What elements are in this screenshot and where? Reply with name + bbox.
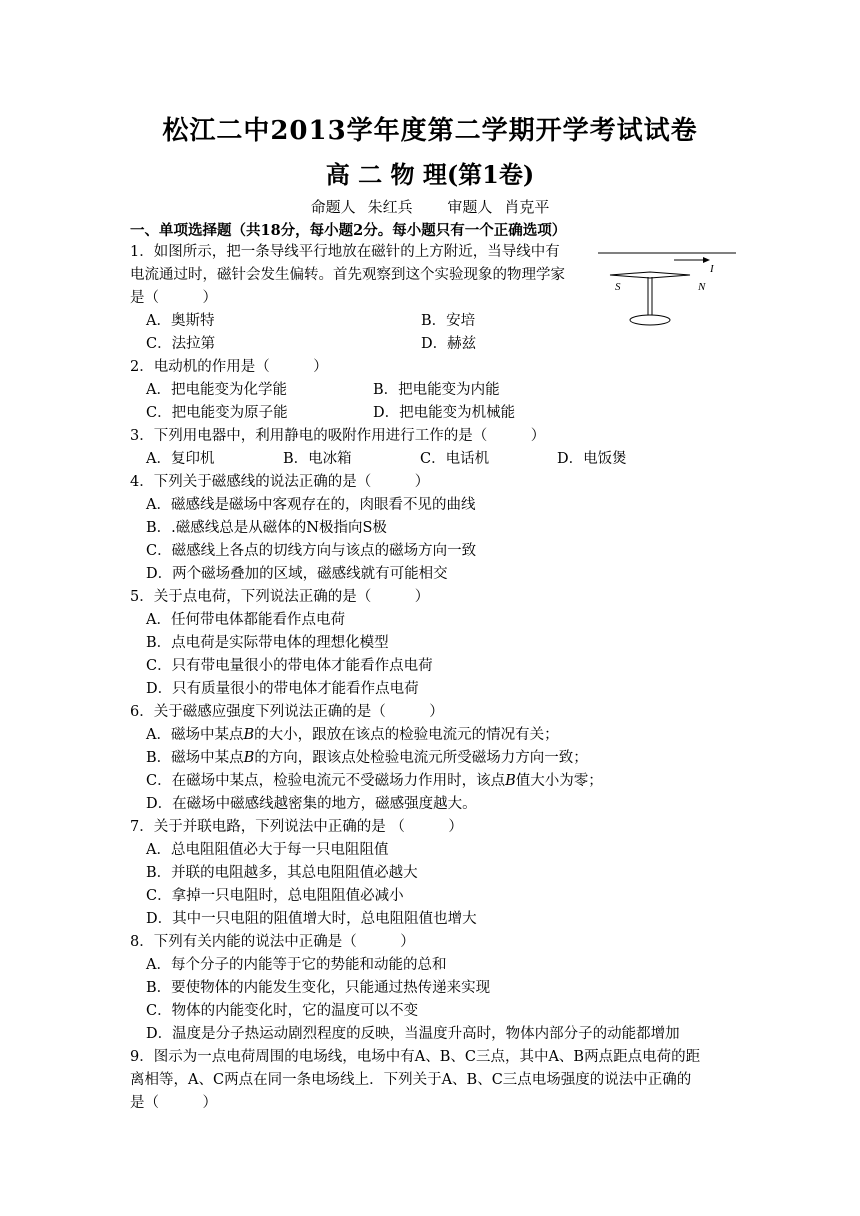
q7-stem: 7．关于并联电路，下列说法中正确的是 （ ） xyxy=(130,819,463,835)
q1-stem-line: 1．如图所示，把一条导线平行地放在磁针的上方附近，当导线中有 xyxy=(130,244,560,260)
option: C．只有带电量很小的带电体才能看作点电荷 xyxy=(146,658,433,674)
q3-options-row xyxy=(130,448,738,471)
q2-stem: 2．电动机的作用是（ ） xyxy=(130,359,328,375)
q2-options-row xyxy=(130,402,738,425)
reviewer-name: 肖克平 xyxy=(504,198,550,216)
option: D．把电能变为机械能 xyxy=(373,405,516,421)
author-line xyxy=(0,196,860,217)
option: C．物体的内能变化时，它的温度可以不变 xyxy=(146,1003,419,1019)
option: C．法拉第 xyxy=(146,336,216,352)
option: B．把电能变为内能 xyxy=(373,382,500,398)
option: B．磁场中某点B的方向，跟该点处检验电流元所受磁场力方向一致； xyxy=(146,750,588,766)
s-pole-label: S xyxy=(615,281,621,293)
q9-stem-line: 是（ ） xyxy=(130,1095,217,1111)
q2-options-row xyxy=(130,379,738,402)
exam-subtitle: 高 二 物 理(第1卷) xyxy=(325,160,535,189)
option: D．其中一只电阻的阻值增大时，总电阻阻值也增大 xyxy=(146,911,477,927)
q4-stem: 4．下列关于磁感线的说法正确的是（ ） xyxy=(130,474,430,490)
option: C．电话机 xyxy=(420,451,490,467)
option: C．把电能变为原子能 xyxy=(146,405,288,421)
author-name: 朱红兵 xyxy=(367,198,413,216)
current-label: I xyxy=(710,263,714,275)
q1-stem-line: 是（ ） xyxy=(130,290,217,306)
reviewer-label: 审题人 xyxy=(447,198,493,216)
question-list xyxy=(130,241,738,1115)
option: C．磁感线上各点的切线方向与该点的磁场方向一致 xyxy=(146,543,477,559)
option: B．要使物体的内能发生变化，只能通过热传递来实现 xyxy=(146,980,491,996)
option: B．.磁感线总是从磁体的N极指向S极 xyxy=(146,520,387,536)
option: D．温度是分子热运动剧烈程度的反映，当温度升高时，物体内部分子的动能都增加 xyxy=(146,1026,680,1042)
q9-stem-line: 9．图示为一点电荷周围的电场线，电场中有A、B、C三点，其中A、B两点距点电荷的距 xyxy=(130,1049,701,1065)
option: D．只有质量很小的带电体才能看作点电荷 xyxy=(146,681,419,697)
q5-stem: 5．关于点电荷，下列说法正确的是（ ） xyxy=(130,589,430,605)
option: B．并联的电阻越多，其总电阻阻值必越大 xyxy=(146,865,418,881)
option: D．电饭煲 xyxy=(557,451,627,467)
option: D．赫兹 xyxy=(421,336,477,352)
option: A．每个分子的内能等于它的势能和动能的总和 xyxy=(146,957,447,973)
option: C．拿掉一只电阻时，总电阻阻值必减小 xyxy=(146,888,404,904)
option: B．点电荷是实际带电体的理想化模型 xyxy=(146,635,389,651)
q1-options-row xyxy=(130,333,738,356)
option: A．奥斯特 xyxy=(146,313,215,329)
option: B．电冰箱 xyxy=(283,451,352,467)
option: A．磁感线是磁场中客观存在的，肉眼看不见的曲线 xyxy=(146,497,476,513)
option: B．安培 xyxy=(421,313,476,329)
option: A．复印机 xyxy=(146,451,215,467)
option: A．任何带电体都能看作点电荷 xyxy=(146,612,345,628)
option: A．总电阻阻值必大于每一只电阻阻值 xyxy=(146,842,389,858)
exam-title: 松江二中2013学年度第二学期开学考试试卷 xyxy=(162,116,698,146)
q6-stem: 6．关于磁感应强度下列说法正确的是（ ） xyxy=(130,704,444,720)
author-label: 命题人 xyxy=(310,198,356,216)
q1-stem-line: 电流通过时，磁针会发生偏转。首先观察到这个实验现象的物理学家 xyxy=(130,267,565,283)
q1-options-row xyxy=(130,310,738,333)
section-heading: 一、单项选择题（共18分，每小题2分。每小题只有一个正确选项） xyxy=(130,222,567,239)
q8-stem: 8．下列有关内能的说法中正确是（ ） xyxy=(130,934,415,950)
q9-stem-line: 离相等，A、C两点在同一条电场线上．下列关于A、B、C三点电场强度的说法中正确的 xyxy=(130,1072,692,1088)
q3-stem: 3．下列用电器中，利用静电的吸附作用进行工作的是（ ） xyxy=(130,428,546,444)
option: A．磁场中某点B的大小，跟放在该点的检验电流元的情况有关； xyxy=(146,727,559,743)
option: C．在磁场中某点，检验电流元不受磁场力作用时，该点B值大小为零； xyxy=(146,773,603,789)
option: D．两个磁场叠加的区域，磁感线就有可能相交 xyxy=(146,566,448,582)
option: D．在磁场中磁感线越密集的地方，磁感强度越大。 xyxy=(146,796,477,812)
option: A．把电能变为化学能 xyxy=(146,382,287,398)
n-pole-label: N xyxy=(698,281,706,293)
